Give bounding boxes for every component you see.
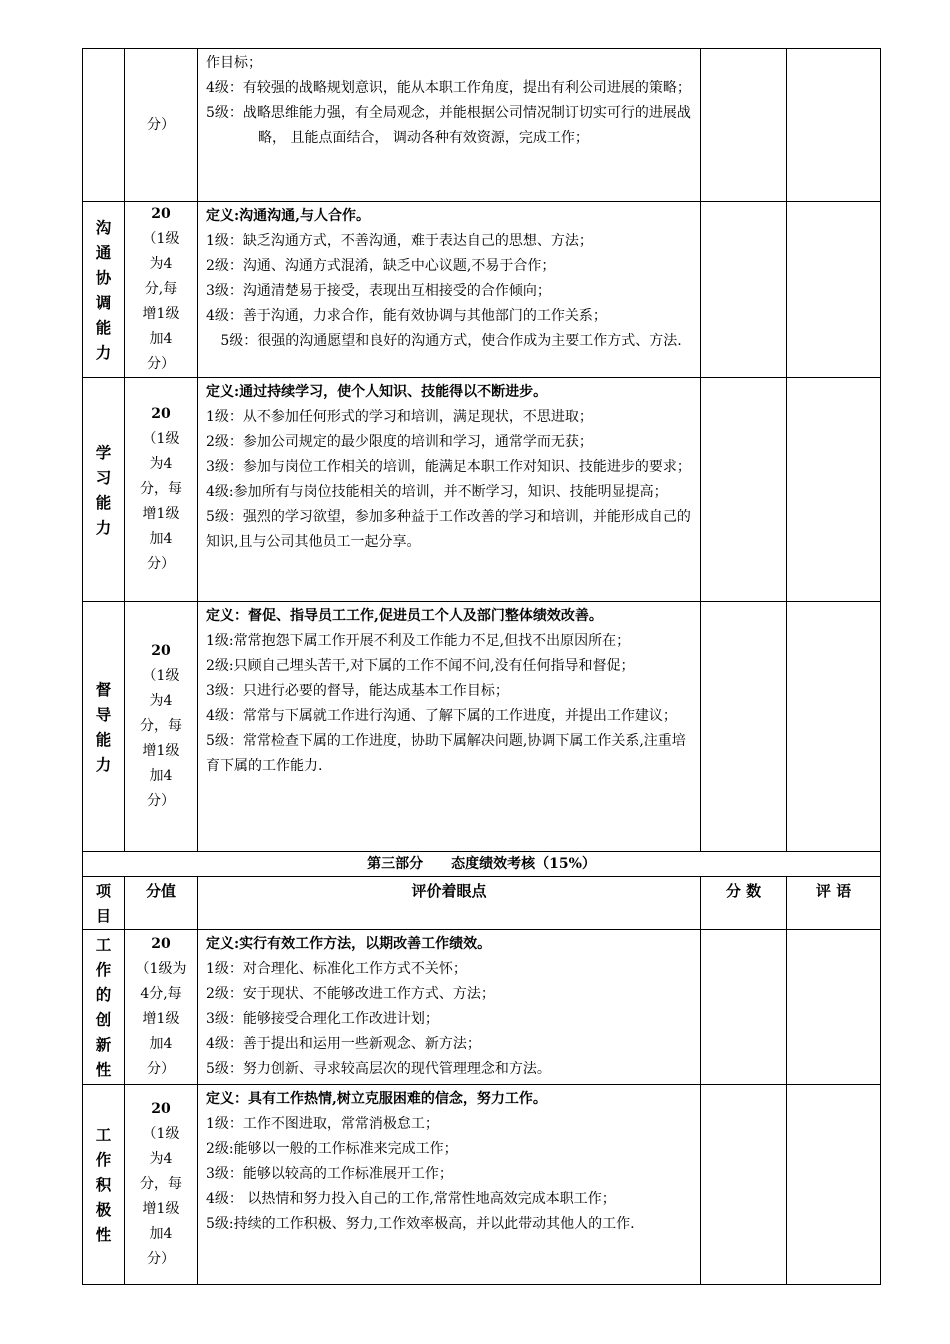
item-char: 工 [95, 935, 112, 954]
item-cell [83, 930, 125, 1085]
criteria-cell [198, 1085, 701, 1285]
level-text: 4级：有较强的战略规划意识，能从本职工作角度，提出有利公司进展的策略； [206, 80, 691, 96]
item-char: 的 [95, 985, 112, 1004]
level-text: 5级：战略思维能力强，有全局观念，并能根据公司情况制订切实可行的进展战略， 且能点面结合， 调动各种有效资源，完成工作； [206, 105, 691, 146]
item-cell [83, 202, 125, 378]
level-text: 1级：从不参加任何形式的学习和培训，满足现状，不思进取； [206, 409, 593, 425]
item-char: 协 [95, 267, 112, 287]
level-text: 4级:参加所有与岗位技能相关的培训，并不断学习，知识、技能明显提高； [206, 484, 668, 500]
score-note: 分） [147, 356, 175, 372]
score-note: 为4 [149, 693, 173, 709]
score-note: 分） [147, 1251, 175, 1267]
level-text: 5级：强烈的学习欲望，参加多种益于工作改善的学习和培训，并能形成自己的知识,且与公司其他员工一起分享。 [206, 509, 691, 550]
item-char: 能 [95, 729, 112, 749]
level-text: 1级：工作不图进取，常常消极怠工； [206, 1116, 439, 1132]
item-char: 性 [95, 1060, 112, 1079]
score-note: 增1级 [142, 506, 180, 522]
item-char: 学 [95, 442, 112, 462]
score-note: 增1级 [142, 1201, 180, 1217]
level-text: 1级:常常抱怨下属工作开展不利及工作能力不足,但找不出原因所在； [206, 633, 631, 649]
item-char: 性 [95, 1225, 112, 1244]
level-text: 作目标； [206, 55, 262, 71]
item-char: 创 [95, 1010, 112, 1029]
definition-text: 定义：具有工作热情,树立克服困难的信念，努力工作。 [206, 1091, 547, 1107]
item-char: 通 [95, 242, 112, 262]
header-item [83, 877, 125, 930]
comment-cell [787, 49, 881, 202]
level-text: 3级：沟通清楚易于接受，表现出互相接受的合作倾向； [206, 283, 551, 299]
item-char: 能 [95, 492, 112, 512]
score-note: 分） [147, 1061, 175, 1077]
item-char: 督 [95, 679, 112, 699]
level-text: 5级：努力创新、寻求较高层次的现代管理理念和方法。 [206, 1061, 551, 1077]
score-note: 为4 [149, 256, 173, 272]
table-row-strategy-continued [83, 49, 881, 202]
score-note: 加4 [149, 768, 173, 784]
score-points: 20 [151, 643, 171, 659]
score-note: 加4 [149, 1226, 173, 1242]
criteria-cell [198, 602, 701, 852]
score-points: 20 [151, 936, 171, 952]
item-char: 作 [95, 960, 112, 979]
item-char: 积 [95, 1175, 112, 1194]
criteria-cell [198, 378, 701, 602]
score-cell [125, 930, 198, 1085]
level-text: 2级:能够以一般的工作标准来完成工作； [206, 1141, 458, 1157]
score-note: 增1级 [142, 1011, 180, 1027]
criteria-cell [198, 202, 701, 378]
score-cell [125, 202, 198, 378]
item-cell [83, 602, 125, 852]
item-char: 新 [95, 1035, 112, 1054]
item-char: 习 [95, 467, 112, 487]
level-text: 3级：只进行必要的督导，能达成基本工作目标； [206, 683, 509, 699]
score-note: 分，每 [140, 718, 182, 734]
header-points: 分 数 [701, 877, 787, 930]
item-cell [83, 378, 125, 602]
item-char: 工 [95, 1125, 112, 1144]
evaluation-table [82, 48, 881, 1285]
table-row-communication [83, 202, 881, 378]
score-note: 分） [147, 556, 175, 572]
score-points: 20 [151, 406, 171, 422]
item-char: 调 [95, 292, 112, 312]
item-cell [83, 1085, 125, 1285]
section-title: 第三部分 态度绩效考核（15%） [83, 852, 881, 877]
score-note: 分,每 [144, 281, 178, 297]
definition-text: 定义：督促、指导员工工作,促进员工个人及部门整体绩效改善。 [206, 608, 603, 624]
level-text: 2级：沟通、沟通方式混淆，缺乏中心议题,不易于合作； [206, 258, 556, 274]
table-row-innovation [83, 930, 881, 1085]
score-points: 20 [151, 1101, 171, 1117]
level-text: 3级：参加与岗位工作相关的培训，能满足本职工作对知识、技能进步的要求； [206, 459, 691, 475]
item-char: 力 [95, 517, 112, 537]
score-note: 增1级 [142, 743, 180, 759]
score-note: （1级为 [135, 961, 187, 977]
score-note: （1级 [142, 1126, 180, 1142]
points-cell [701, 378, 787, 602]
level-text: 5级：很强的沟通愿望和良好的沟通方式，使合作成为主要工作方式、方法. [220, 333, 682, 349]
score-cell [125, 49, 198, 202]
header-focus: 评价着眼点 [198, 877, 701, 930]
item-char: 极 [95, 1200, 112, 1219]
level-text: 4级：常常与下属就工作进行沟通、了解下属的工作进度，并提出工作建议； [206, 708, 677, 724]
points-cell [701, 202, 787, 378]
points-cell [701, 930, 787, 1085]
level-text: 3级：能够接受合理化工作改进计划； [206, 1011, 439, 1027]
section-row [83, 852, 881, 877]
points-cell [701, 49, 787, 202]
score-note: 分） [147, 116, 175, 133]
header-row [83, 877, 881, 930]
level-text: 3级：能够以较高的工作标准展开工作； [206, 1166, 453, 1182]
points-cell [701, 602, 787, 852]
score-note: 为4 [149, 456, 173, 472]
criteria-cell [198, 930, 701, 1085]
score-note: 4分,每 [140, 986, 182, 1002]
score-note: 加4 [149, 1036, 173, 1052]
score-note: （1级 [142, 431, 180, 447]
item-cell [83, 49, 125, 202]
points-cell [701, 1085, 787, 1285]
comment-cell [787, 202, 881, 378]
level-text: 4级：善于沟通，力求合作，能有效协调与其他部门的工作关系； [206, 308, 607, 324]
level-text: 2级：参加公司规定的最少限度的培训和学习，通常学而无获； [206, 434, 593, 450]
level-text: 5级:持续的工作积极、努力,工作效率极高，并以此带动其他人的工作. [206, 1216, 635, 1232]
item-char: 力 [95, 342, 112, 362]
item-char: 力 [95, 754, 112, 774]
level-text: 4级：善于提出和运用一些新观念、新方法； [206, 1036, 481, 1052]
comment-cell [787, 378, 881, 602]
definition-text: 定义:通过持续学习，使个人知识、技能得以不断进步。 [206, 384, 548, 400]
score-note: 加4 [149, 331, 173, 347]
score-cell [125, 1085, 198, 1285]
item-char: 能 [95, 317, 112, 337]
comment-cell [787, 602, 881, 852]
item-char: 作 [95, 1150, 112, 1169]
header-comment: 评 语 [787, 877, 881, 930]
level-text: 1级：缺乏沟通方式，不善沟通，难于表达自己的思想、方法； [206, 233, 593, 249]
table-row-enthusiasm [83, 1085, 881, 1285]
score-note: 分，每 [140, 1176, 182, 1192]
level-text: 2级：安于现状、不能够改进工作方式、方法； [206, 986, 495, 1002]
score-note: 分，每 [140, 481, 182, 497]
level-text: 2级:只顾自己埋头苦干,对下属的工作不闻不问,没有任何指导和督促； [206, 658, 635, 674]
level-text: 5级：常常检查下属的工作进度，协助下属解决问题,协调下属工作关系,注重培育下属的工作能力. [206, 733, 686, 774]
score-note: 加4 [149, 531, 173, 547]
header-item-char: 项 [95, 882, 111, 900]
score-cell [125, 602, 198, 852]
score-cell [125, 378, 198, 602]
score-note: （1级 [142, 231, 180, 247]
criteria-cell [198, 49, 701, 202]
score-note: 分） [147, 793, 175, 809]
score-note: 为4 [149, 1151, 173, 1167]
definition-text: 定义:实行有效工作方法，以期改善工作绩效。 [206, 936, 492, 952]
item-char: 导 [95, 704, 112, 724]
table-row-learning [83, 378, 881, 602]
comment-cell [787, 1085, 881, 1285]
score-points: 20 [151, 206, 171, 222]
score-note: （1级 [142, 668, 180, 684]
table-row-supervision [83, 602, 881, 852]
definition-text: 定义:沟通沟通,与人合作。 [206, 208, 371, 224]
header-item-char: 目 [95, 907, 111, 925]
level-text: 1级：对合理化、标准化工作方式不关怀； [206, 961, 467, 977]
item-char: 沟 [95, 217, 112, 237]
level-text: 4级： 以热情和努力投入自己的工作,常常性地高效完成本职工作； [206, 1191, 616, 1207]
score-note: 增1级 [142, 306, 180, 322]
comment-cell [787, 930, 881, 1085]
header-score: 分值 [125, 877, 198, 930]
